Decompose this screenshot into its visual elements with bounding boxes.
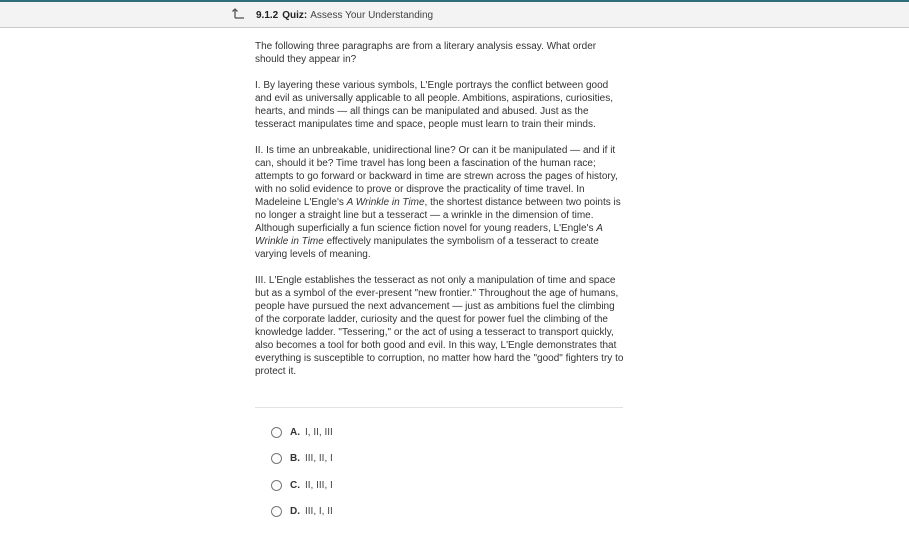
return-up-arrow-icon[interactable] <box>231 6 247 22</box>
answer-option-c[interactable] <box>271 478 333 492</box>
answer-letter: D. <box>290 506 300 517</box>
radio-button[interactable] <box>271 480 282 491</box>
answer-option-a[interactable] <box>271 425 333 439</box>
answer-text: III, I, II <box>305 506 333 517</box>
answer-option-d[interactable] <box>271 505 333 519</box>
answer-letter: C. <box>290 479 300 491</box>
paragraph-3: III. L'Engle establishes the tesseract as not only a manipulation of time and space but as a symbol of the ever-present "new frontier." Throughout the age of humans, people have pursued the next advancement — just as ambitions fuel the climbing of the corporate ladder, curiosity and the quest for power fuel the climbing of the knowledge ladder. "Tessering," or the act of using a tesseract to transport quickly, also becomes a tool for both good and evil. In this way, L'Engle demonstrates that everything is susceptible to corruption, no matter how hard the "good" fighters try to protect it. <box>255 275 624 377</box>
answer-option-b[interactable] <box>271 452 333 466</box>
radio-button[interactable] <box>271 453 282 464</box>
answer-text: II, III, I <box>305 479 333 491</box>
answer-text: III, II, I <box>305 453 333 464</box>
question-prompt: The following three paragraphs are from a literary analysis essay. What order should they appear in? <box>255 41 597 65</box>
breadcrumb <box>256 10 433 21</box>
book-title: A Wrinkle in Time <box>346 197 425 208</box>
paragraph-2 <box>255 144 625 261</box>
answer-letter: A. <box>290 426 300 438</box>
quiz-header <box>0 0 909 28</box>
answer-letter: B. <box>290 453 300 464</box>
paragraph-2-text-a: II. Is time an unbreakable, unidirectional line? Or can it be manipulated — and if it can, should it be? Time travel has long been a fascination of the human race; attempts to go forward or backward in time are strewn across the pages of history, with no solid evidence to prove or disprove the practicality of time travel. In Madeleine L'Engle's <box>255 145 618 208</box>
divider <box>255 407 623 408</box>
question-body <box>255 40 625 391</box>
radio-button[interactable] <box>271 506 282 517</box>
paragraph-2-text-b: , the shortest distance between two points is no longer a straight line but a tesseract — a wrinkle in the dimension of time. Although superficially a fun science fiction novel for young readers, L'Engle's <box>255 197 621 234</box>
paragraph-1: I. By layering these various symbols, L'Engle portrays the conflict between good and evil as universally applicable to all people. Ambitions, aspirations, curiosities, hearts, and minds — all things can be manipulated and abused. Just as the tesseract manipulates time and space, people must learn to train their minds. <box>255 80 613 130</box>
quiz-title: Assess Your Understanding <box>310 10 434 21</box>
radio-button[interactable] <box>271 427 282 438</box>
book-title: A Wrinkle in Time <box>255 223 603 247</box>
section-number: 9.1.2 <box>256 10 279 21</box>
answer-text: I, II, III <box>305 426 333 438</box>
quiz-type-label: Quiz: <box>282 10 308 21</box>
paragraph-2-text-c: effectively manipulates the symbolism of a tesseract to create varying levels of meaning. <box>255 236 599 260</box>
answer-choices <box>271 425 333 531</box>
